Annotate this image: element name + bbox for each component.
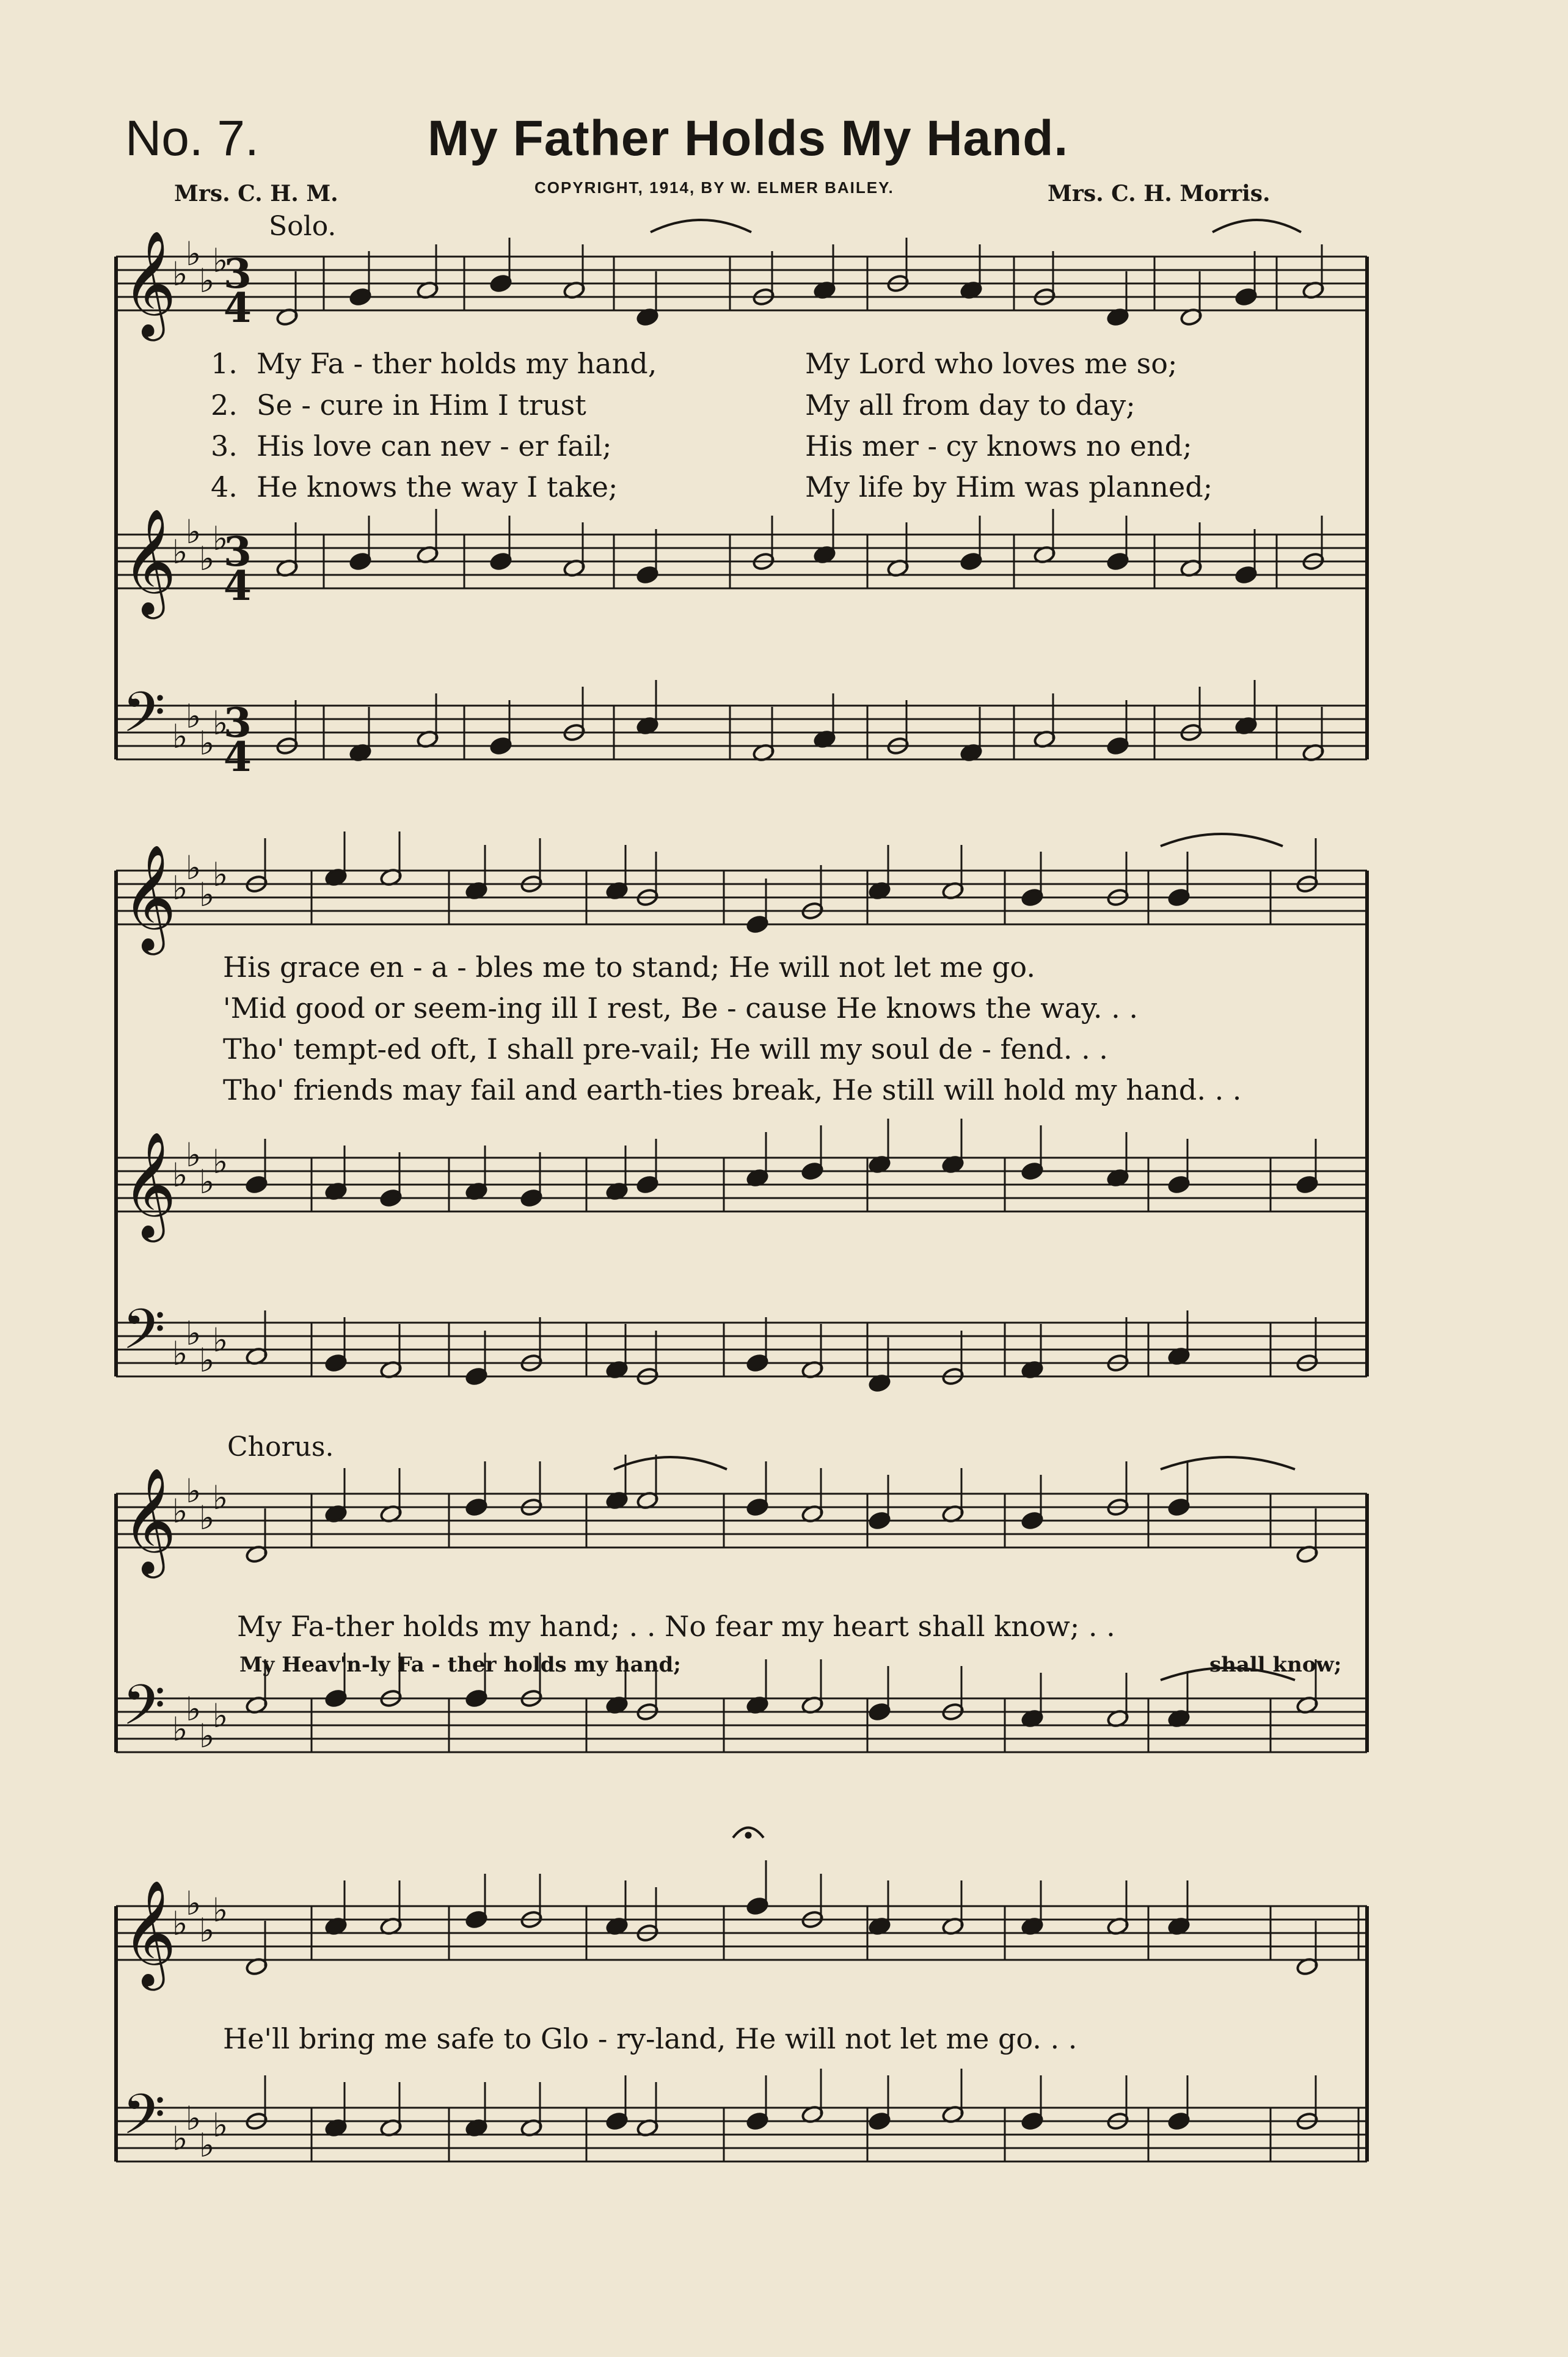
- bass-clef: 𝄢: [122, 1297, 166, 1375]
- flat-sign: ♭: [172, 1156, 188, 1194]
- flat-sign: ♭: [172, 1492, 188, 1530]
- treble-clef: 𝄞: [122, 844, 177, 951]
- verse-3-line-b: His mer - cy knows no end;: [805, 429, 1192, 462]
- verse-3-number: 3.: [211, 429, 238, 462]
- flat-sign: ♭: [199, 2126, 215, 2165]
- flat-sign: ♭: [213, 704, 228, 742]
- flat-sign: ♭: [172, 717, 188, 756]
- verse-1-line-b: My Lord who loves me so;: [805, 347, 1178, 380]
- flat-sign: ♭: [213, 1321, 228, 1359]
- flat-sign: ♭: [199, 1163, 215, 1201]
- fermata-dot: [745, 1832, 751, 1838]
- flat-sign: ♭: [172, 1334, 188, 1373]
- treble-clef: 𝄞: [122, 508, 177, 615]
- treble-clef: 𝄞: [122, 230, 177, 337]
- verse-2-line-b: My all from day to day;: [805, 389, 1136, 422]
- treble-clef: 𝄞: [122, 1131, 177, 1238]
- flat-sign: ♭: [186, 1884, 202, 1923]
- flat-sign: ♭: [213, 1478, 228, 1517]
- verse-2-number: 2.: [211, 389, 238, 422]
- flat-sign: ♭: [213, 1142, 228, 1181]
- treble-clef: 𝄞: [122, 1880, 177, 1986]
- bass-clef: 𝄢: [122, 1673, 166, 1751]
- hymn-title: My Father Holds My Hand.: [428, 111, 1069, 166]
- time-signature-bass: 3 4: [224, 699, 252, 781]
- chorus-label: Chorus.: [227, 1431, 334, 1463]
- flat-sign: ♭: [213, 2106, 228, 2144]
- flat-sign: ♭: [199, 1341, 215, 1379]
- verse-1-continuation: His grace en - a - bles me to stand; He will not let me go.: [223, 951, 1035, 984]
- treble-clef: 𝄞: [122, 1467, 177, 1574]
- tie: [614, 1457, 727, 1469]
- flat-sign: ♭: [213, 1697, 228, 1735]
- flat-sign: ♭: [199, 1911, 215, 1950]
- flat-sign: ♭: [186, 1314, 202, 1353]
- flat-sign: ♭: [172, 2119, 188, 2158]
- bass-clef: 𝄢: [122, 680, 166, 758]
- flat-sign: ♭: [186, 2099, 202, 2138]
- verse-4-continuation: Tho' friends may fail and earth-ties break, He still will hold my hand. . .: [223, 1073, 1242, 1106]
- hymn-number: No. 7.: [125, 111, 259, 166]
- flat-sign: ♭: [199, 1499, 215, 1537]
- chorus-line-2: He'll bring me safe to Glo - ry-land, He will not let me go. . .: [223, 2022, 1078, 2055]
- flat-sign: ♭: [186, 235, 202, 273]
- flat-sign: ♭: [186, 1690, 202, 1728]
- flat-sign: ♭: [172, 533, 188, 571]
- verse-3-line-a: His love can nev - er fail;: [257, 429, 612, 462]
- flat-sign: ♭: [199, 724, 215, 762]
- flat-sign: ♭: [213, 241, 228, 280]
- flat-sign: ♭: [172, 1710, 188, 1749]
- tie: [1161, 834, 1283, 846]
- flat-sign: ♭: [186, 849, 202, 887]
- copyright-notice: COPYRIGHT, 1914, BY W. ELMER BAILEY.: [534, 178, 894, 197]
- flat-sign: ♭: [186, 1136, 202, 1174]
- verse-1-line-a: My Fa - ther holds my hand,: [257, 347, 657, 380]
- flat-sign: ♭: [186, 513, 202, 551]
- flat-sign: ♭: [172, 869, 188, 907]
- time-signature-treble: 3 4: [224, 250, 252, 332]
- flat-sign: ♭: [213, 855, 228, 894]
- verse-3-continuation: Tho' tempt-ed oft, I shall pre-vail; He will my soul de - fend. . .: [223, 1032, 1108, 1065]
- flat-sign: ♭: [186, 1472, 202, 1510]
- verse-1-number: 1.: [211, 347, 238, 380]
- verse-4-number: 4.: [211, 470, 238, 503]
- flat-sign: ♭: [186, 697, 202, 736]
- time-signature-piano-treble: 3 4: [224, 528, 252, 610]
- chorus-bass-line-b: shall know;: [1209, 1653, 1342, 1677]
- tie: [1161, 1457, 1295, 1469]
- bass-clef: 𝄢: [122, 2082, 166, 2160]
- verse-4-line-b: My life by Him was planned;: [805, 470, 1213, 503]
- verse-2-continuation: 'Mid good or seem-ing ill I rest, Be - cause He knows the way. . .: [223, 992, 1139, 1025]
- flat-sign: ♭: [199, 539, 215, 578]
- tie: [1212, 220, 1301, 232]
- flat-sign: ♭: [172, 255, 188, 293]
- verse-4-line-a: He knows the way I take;: [257, 470, 618, 503]
- flat-sign: ♭: [213, 519, 228, 558]
- flat-sign: ♭: [199, 1717, 215, 1755]
- flat-sign: ♭: [199, 875, 215, 914]
- words-credit: Mrs. C. H. M.: [174, 181, 338, 206]
- flat-sign: ♭: [199, 261, 215, 300]
- chorus-bass-line-a: My Heav'n-ly Fa - ther holds my hand;: [239, 1653, 681, 1677]
- verse-2-line-a: Se - cure in Him I trust: [257, 389, 586, 422]
- flat-sign: ♭: [172, 1904, 188, 1943]
- music-credit: Mrs. C. H. Morris.: [1048, 181, 1271, 206]
- solo-label: Solo.: [269, 211, 337, 242]
- flat-sign: ♭: [213, 1891, 228, 1929]
- chorus-line-1: My Fa-ther holds my hand; . . No fear my heart shall know; . .: [237, 1610, 1115, 1643]
- tie: [651, 220, 751, 232]
